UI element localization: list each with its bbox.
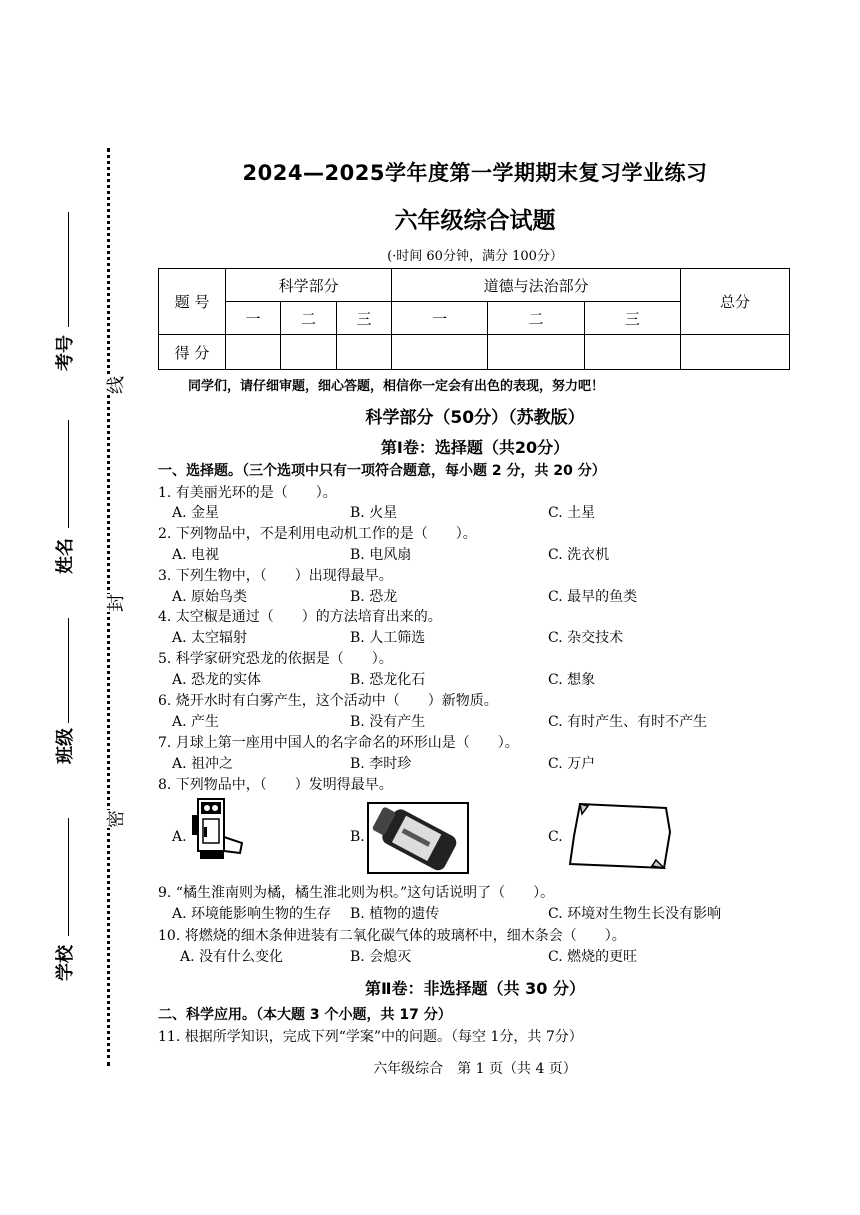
- question-4: 4. 太空椒是通过（ ）的方法培育出来的。: [158, 609, 442, 625]
- option-a[interactable]: A. 原始鸟类: [172, 589, 248, 605]
- option-c[interactable]: C. 环境对生物生长没有影响: [548, 906, 722, 922]
- option-a[interactable]: A. 产生: [172, 714, 220, 730]
- score-cell[interactable]: [281, 335, 336, 370]
- score-cell[interactable]: [584, 335, 680, 370]
- exam-title: 2024—2025学年度第一学期期末复习学业练习: [242, 161, 708, 185]
- option-a[interactable]: A. 没有什么变化: [180, 949, 284, 965]
- option-c[interactable]: C.: [548, 829, 563, 845]
- option-b[interactable]: B. 李时珍: [350, 756, 412, 772]
- col-header: 二: [488, 302, 584, 335]
- question-1: 1. 有美丽光环的是（ ）。: [158, 485, 337, 501]
- telephone-image[interactable]: [190, 797, 248, 869]
- option-a[interactable]: A. 恐龙的实体: [172, 672, 262, 688]
- score-cell[interactable]: [392, 335, 488, 370]
- total-score-cell[interactable]: [681, 335, 790, 370]
- option-b[interactable]: B. 植物的遗传: [350, 906, 440, 922]
- option-a[interactable]: A. 太空辐射: [172, 630, 248, 646]
- option-a[interactable]: A. 金星: [172, 505, 220, 521]
- option-c[interactable]: C. 洗衣机: [548, 547, 610, 563]
- col-header: 一: [392, 302, 488, 335]
- class-blank[interactable]: [68, 618, 69, 723]
- time-info: (·时间 60分钟，满分 100分）: [387, 249, 563, 264]
- part2-title: 第Ⅱ卷：非选择题（共 30 分）: [365, 979, 585, 998]
- option-b[interactable]: B. 没有产生: [350, 714, 426, 730]
- exam-no-blank[interactable]: [68, 212, 69, 327]
- col-header: 三: [336, 302, 391, 335]
- exam-no-label: 考号: [55, 335, 76, 371]
- school-blank[interactable]: [68, 818, 69, 936]
- part1-title: 第Ⅰ卷：选择题（共20分）: [380, 438, 570, 457]
- question-7: 7. 月球上第一座用中国人的名字命名的环形山是（ ）。: [158, 735, 519, 751]
- seal-char-secret: 密: [102, 810, 128, 828]
- section1-heading: 一、选择题。（三个选项中只有一项符合题意，每小题 2 分，共 20 分）: [158, 463, 606, 479]
- encouragement-text: 同学们，请仔细审题，细心答题，相信你一定会有出色的表现，努力吧！: [188, 379, 605, 394]
- option-b[interactable]: B. 恐龙: [350, 589, 398, 605]
- science-section-title: 科学部分（50分）（苏教版）: [365, 408, 585, 428]
- option-c[interactable]: C. 土星: [548, 505, 596, 521]
- question-6: 6. 烧开水时有白雾产生，这个活动中（ ）新物质。: [158, 693, 498, 709]
- option-b[interactable]: B. 会熄灭: [350, 949, 412, 965]
- option-b[interactable]: B. 火星: [350, 505, 398, 521]
- question-8: 8. 下列物品中，（ ）发明得最早。: [158, 777, 393, 793]
- question-11: 11. 根据所学知识，完成下列“学案”中的问题。（每空 1分，共 7分）: [158, 1029, 583, 1045]
- score-table: [158, 268, 790, 370]
- seal-char-line: 线: [102, 376, 128, 394]
- question-9: 9. “橘生淮南则为橘，橘生淮北则为枳。”这句话说明了（ ）。: [158, 885, 555, 901]
- option-c[interactable]: C. 最早的鱼类: [548, 589, 638, 605]
- option-c[interactable]: C. 万户: [548, 756, 596, 772]
- question-10: 10. 将燃烧的细木条伸进装有二氧化碳气体的玻璃杯中，细木条会（ ）。: [158, 928, 626, 944]
- score-row-label: 得 分: [159, 335, 226, 370]
- question-2: 2. 下列物品中，不是利用电动机工作的是（ ）。: [158, 526, 477, 542]
- name-label: 姓名: [55, 538, 76, 574]
- ethics-header: 道德与法治部分: [392, 269, 681, 302]
- option-c[interactable]: C. 想象: [548, 672, 596, 688]
- col-header: 二: [281, 302, 336, 335]
- paper-image[interactable]: [566, 802, 674, 876]
- science-header: 科学部分: [226, 269, 392, 302]
- col-header: 三: [584, 302, 680, 335]
- option-b[interactable]: B. 电风扇: [350, 547, 412, 563]
- option-c[interactable]: C. 有时产生、有时不产生: [548, 714, 708, 730]
- option-a[interactable]: A. 环境能影响生物的生存: [172, 906, 332, 922]
- option-b[interactable]: B.: [350, 829, 365, 845]
- total-header: 总分: [681, 269, 790, 335]
- class-label: 班级: [55, 728, 76, 764]
- exam-subtitle: 六年级综合试题: [394, 208, 556, 234]
- question-3: 3. 下列生物中，（ ）出现得最早。: [158, 568, 393, 584]
- page-footer: 六年级综合 第 1 页（共 4 页）: [373, 1061, 577, 1077]
- option-a[interactable]: A.: [172, 829, 187, 845]
- section2-heading: 二、科学应用。（本大题 3 个小题，共 17 分）: [158, 1007, 452, 1023]
- name-blank[interactable]: [68, 420, 69, 528]
- question-no-header: 题 号: [159, 269, 226, 335]
- col-header: 一: [226, 302, 281, 335]
- school-label: 学校: [55, 945, 76, 981]
- option-c[interactable]: C. 燃烧的更旺: [548, 949, 638, 965]
- option-a[interactable]: A. 祖冲之: [172, 756, 234, 772]
- option-a[interactable]: A. 电视: [172, 547, 220, 563]
- option-c[interactable]: C. 杂交技术: [548, 630, 624, 646]
- seal-char-seal: 封: [102, 594, 128, 612]
- option-b[interactable]: B. 恐龙化石: [350, 672, 426, 688]
- score-cell[interactable]: [488, 335, 584, 370]
- score-cell[interactable]: [226, 335, 281, 370]
- medicine-bottle-image[interactable]: [367, 802, 469, 878]
- option-b[interactable]: B. 人工筛选: [350, 630, 426, 646]
- score-cell[interactable]: [336, 335, 391, 370]
- question-5: 5. 科学家研究恐龙的依据是（ ）。: [158, 651, 393, 667]
